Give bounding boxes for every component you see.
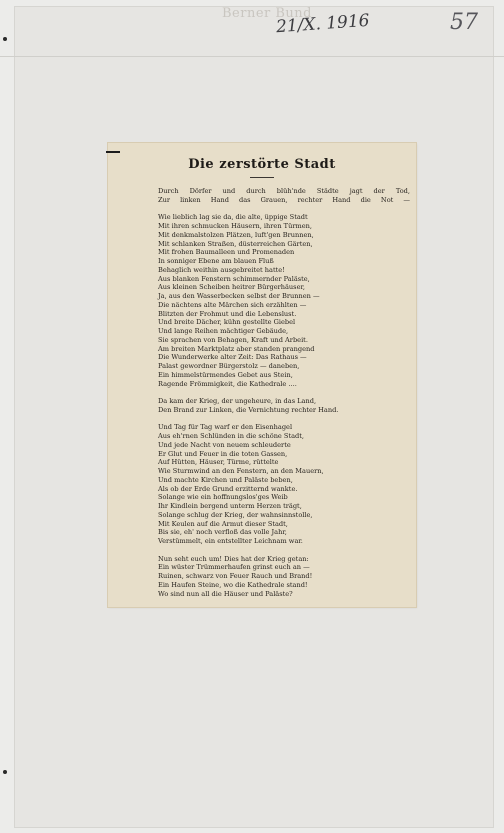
- poem-line: Die nächtens alte Märchen sich erzählten —: [158, 300, 307, 309]
- title-divider: [250, 177, 274, 178]
- poem-line: Ja, aus den Wasserbecken selbst der Brunnen —: [158, 292, 320, 300]
- poem-line: Sie sprachen von Behagen, Kraft und Arbeit.: [158, 335, 308, 344]
- poem-stanza: [158, 397, 410, 415]
- poem-line: Palast gewordner Bürgerstolz — daneben,: [158, 362, 300, 370]
- poem-title: Die zerstörte Stadt: [188, 157, 336, 172]
- binding-hole: [3, 770, 7, 774]
- newspaper-stamp: Berner Bund: [222, 6, 312, 21]
- poem-line: Aus blanken Fenstern schimmernder Paläste,: [158, 274, 310, 283]
- poem-line: Zur linken Hand das Grauen, rechter Hand die Not —: [158, 195, 410, 204]
- poem-line: In sonniger Ebene am blauen Fluß: [158, 257, 274, 265]
- poem-line: Und breite Dächer, kühn gestellte Giebel: [158, 318, 296, 327]
- poem-line: Als ob der Erde Grund erzitternd wankte.: [158, 484, 298, 493]
- binding-hole: [3, 37, 7, 41]
- poem-line: Ein wüster Trümmerhaufen grinst euch an —: [158, 563, 310, 572]
- poem-line: Aus eh'rnen Schlünden in die schöne Stadt,: [158, 432, 304, 440]
- poem-line: Ein Haufen Steine, wo die Kathedrale stand!: [158, 580, 308, 589]
- clipping-marker: [106, 151, 120, 153]
- poem-line: Den Brand zur Linken, die Vernichtung rechter Hand.: [158, 405, 339, 414]
- poem-stanza: [158, 187, 410, 205]
- poem-line: Und Tag für Tag warf er den Eisenhagel: [158, 423, 293, 432]
- poem-line: Verstümmelt, ein entstellter Leichnam war.: [158, 537, 303, 545]
- poem-line: Da kam der Krieg, der ungeheure, in das Land,: [158, 397, 317, 405]
- poem-line: Die Wunderwerke alter Zeit: Das Rathaus —: [158, 353, 307, 362]
- poem-stanza: [158, 423, 410, 546]
- poem-stanza: [158, 555, 410, 599]
- poem-line: Ihr Kindlein bergend unterm Herzen trägt,: [158, 502, 302, 510]
- poem-line: Und jede Nacht von neuem schleuderte: [158, 440, 291, 449]
- handwritten-date: 21/X. 1916: [275, 10, 371, 38]
- poem-line: Aus kleinen Scheiben heitrer Bürgerhäuser,: [158, 283, 305, 292]
- poem-line: Er Glut und Feuer in die toten Gassen,: [158, 449, 288, 458]
- poem-body: [158, 187, 410, 607]
- poem-line: Solange schlug der Krieg, der wahnsinnstolle,: [158, 510, 313, 519]
- poem-line: Mit ihren schmucken Häusern, ihren Türmen,: [158, 222, 312, 230]
- poem-line: Und lange Reihen mächtiger Gebäude,: [158, 327, 289, 335]
- page-fold-line: [0, 56, 504, 57]
- poem-line: Mit schlanken Straßen, düsterreichen Gärten,: [158, 239, 313, 248]
- poem-line: Mit Keulen auf die Armut dieser Stadt,: [158, 519, 288, 528]
- poem-line: Mit denkmalstolzen Plätzen, luft'gen Brunnen,: [158, 230, 314, 239]
- poem-line: Wo sind nun all die Häuser und Paläste?: [158, 589, 293, 598]
- poem-line: Durch Dörfer und durch blüh'nde Städte jagt der Tod,: [158, 187, 410, 195]
- poem-line: Behaglich weithin ausgebreitet hatte!: [158, 265, 285, 274]
- poem-line: Bis sie, eh' noch verfloß das volle Jahr,: [158, 528, 287, 537]
- poem-line: Wie Sturmwind an den Fenstern, an den Mauern,: [158, 467, 324, 475]
- poem-line: Nun seht euch um! Dies hat der Krieg getan:: [158, 554, 309, 563]
- poem-line: Ein himmelstürmendes Gebet aus Stein,: [158, 370, 293, 379]
- poem-line: Blitzten der Frohmut und die Lebenslust.: [158, 309, 297, 318]
- poem-line: Mit frohen Baumalleen und Promenaden: [158, 248, 295, 257]
- poem-line: Solange wie ein hoffnungslos'ges Weib: [158, 493, 288, 502]
- poem-line: Und machte Kirchen und Paläste beben,: [158, 475, 293, 484]
- poem-line: Ragende Frömmigkeit, die Kathedrale ....: [158, 379, 297, 388]
- poem-line: Auf Hütten, Häuser, Türme, rüttelte: [158, 458, 279, 467]
- newspaper-clipping: [108, 143, 416, 607]
- poem-line: Am breiten Marktplatz aber standen prangend: [158, 344, 315, 353]
- poem-line: Ruinen, schwarz von Feuer Rauch und Brand!: [158, 572, 313, 580]
- handwritten-page-number: 57: [450, 10, 478, 35]
- poem-stanza: [158, 213, 410, 388]
- poem-line: Wie lieblich lag sie da, die alte, üppige Stadt: [158, 213, 308, 222]
